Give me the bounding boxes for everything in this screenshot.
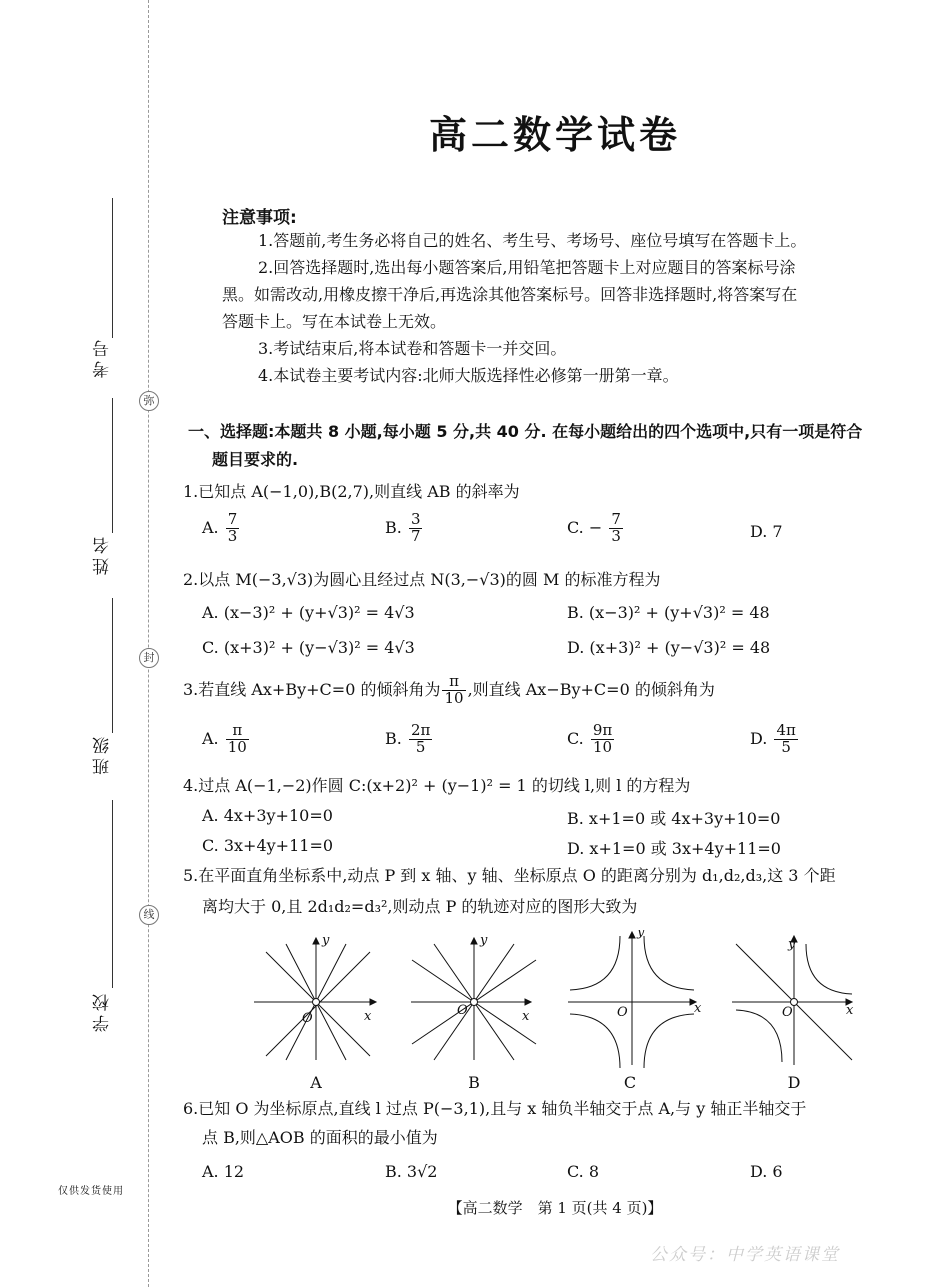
graph-d-curve	[736, 1010, 782, 1062]
q6-option-c: C. 8	[567, 1162, 600, 1181]
q2-option-a: A. (x−3)² + (y+√3)² = 4√3	[202, 603, 415, 622]
graph-a-origin-hole	[313, 999, 320, 1006]
q3-option-a	[202, 723, 251, 756]
q1-a-fraction	[226, 512, 240, 545]
q3-a-label: A.	[202, 728, 219, 748]
q3-stem-fraction	[442, 674, 465, 707]
graph-b-x-label: x	[522, 1009, 530, 1024]
section-heading-line2: 题目要求的.	[212, 450, 299, 469]
label-class: 班级	[93, 733, 113, 775]
graph-d-curve	[806, 944, 852, 994]
graph-c-curve	[570, 936, 620, 990]
seal-feng: 封	[139, 648, 159, 668]
q3-c-fraction	[591, 723, 614, 756]
blank-name	[112, 398, 113, 533]
q3-option-b	[385, 723, 434, 756]
graph-b	[411, 938, 536, 1060]
section-heading	[188, 418, 933, 474]
q3-b-label: B.	[385, 728, 402, 748]
graph-a-y-label: y	[322, 933, 330, 948]
q2-stem: 2.以点 M(−3,√3)为圆心且经过点 N(3,−√3)的圆 M 的标准方程为	[183, 570, 661, 589]
graph-d-x-label: x	[846, 1003, 854, 1018]
denominator: 3	[611, 526, 621, 545]
q3-option-c	[567, 723, 616, 756]
numerator: 2π	[410, 721, 431, 739]
label-name: 姓名	[93, 533, 113, 575]
denominator: 7	[410, 526, 421, 545]
graph-c-caption: C	[623, 1073, 637, 1092]
denominator: 10	[444, 688, 464, 707]
q3-option-d	[750, 723, 800, 756]
graph-a-caption: A	[310, 1073, 322, 1092]
numerator: 7	[611, 510, 621, 528]
seal-xian: 线	[139, 905, 159, 925]
numerator: 3	[410, 510, 421, 528]
notice-item: 答题卡上。写在本试卷上无效。	[222, 312, 447, 331]
q6-stem-line2: 点 B,则△AOB 的面积的最小值为	[202, 1128, 438, 1147]
label-exam-number: 考号	[93, 336, 113, 378]
binding-dashed-line	[148, 0, 149, 1287]
q6-option-d: D. 6	[750, 1162, 783, 1181]
graph-b-origin-label: O	[457, 1003, 468, 1018]
notice-item: 黑。如需改动,用橡皮擦干净后,再选涂其他答案标号。回答非选择题时,将答案写在	[222, 285, 798, 304]
graph-c-y-arrow	[629, 932, 635, 938]
q5-graphs	[246, 930, 886, 1092]
q1-stem: 1.已知点 A(−1,0),B(2,7),则直线 AB 的斜率为	[183, 482, 520, 501]
graph-c	[568, 932, 696, 1068]
q2-option-b: B. (x−3)² + (y+√3)² = 48	[567, 603, 770, 622]
blank-school	[112, 800, 113, 988]
q1-option-c	[567, 512, 625, 545]
q3-d-label: D.	[750, 728, 768, 748]
q4-option-d: D. x+1=0 或 3x+4y+11=0	[567, 839, 781, 858]
q1-option-d: D. 7	[750, 522, 783, 541]
graph-b-y-arrow	[471, 938, 477, 944]
denominator: 10	[593, 737, 613, 756]
page-title: 高二数学试卷	[428, 113, 681, 157]
q3-c-label: C.	[567, 728, 584, 748]
q3-stem-pre: 3.若直线 Ax+By+C=0 的倾斜角为	[183, 679, 441, 699]
q1-c-label: C. −	[567, 517, 603, 537]
q4-option-b: B. x+1=0 或 4x+3y+10=0	[567, 809, 781, 828]
q3-stem	[183, 674, 928, 707]
q2-option-c: C. (x+3)² + (y−√3)² = 4√3	[202, 638, 415, 657]
graph-b-caption: B	[468, 1073, 480, 1092]
graph-a-y-arrow	[313, 938, 319, 944]
watermark: 公众号：中学英语课堂	[650, 1245, 840, 1265]
graph-c-curve	[644, 936, 694, 990]
q6-stem-line1: 6.已知 O 为坐标原点,直线 l 过点 P(−3,1),且与 x 轴负半轴交于点 A,与 y 轴正半轴交于	[183, 1099, 807, 1118]
graph-c-curve	[644, 1014, 694, 1068]
label-school: 学校	[93, 990, 113, 1032]
q4-stem: 4.过点 A(−1,−2)作圆 C:(x+2)² + (y−1)² = 1 的切线 l,则 l 的方程为	[183, 776, 691, 795]
q1-option-a	[202, 512, 241, 545]
numerator: π	[226, 723, 249, 740]
graph-c-origin-label: O	[617, 1005, 628, 1020]
graph-c-y-label: y	[637, 930, 645, 940]
denominator: 3	[227, 526, 238, 545]
denominator: 5	[415, 737, 426, 756]
q1-option-b	[385, 512, 424, 545]
graph-a	[254, 938, 376, 1060]
q3-d-fraction	[774, 723, 797, 756]
graph-c-x-label: x	[694, 1001, 702, 1016]
blank-class	[112, 598, 113, 733]
graph-d-y-label: y	[788, 937, 796, 952]
graph-c-curve	[570, 1014, 620, 1068]
graph-b-origin-hole	[471, 999, 478, 1006]
q3-b-fraction	[409, 723, 432, 756]
q4-option-a: A. 4x+3y+10=0	[202, 806, 333, 825]
q1-c-fraction	[609, 512, 623, 545]
seal-mi: 弥	[139, 391, 159, 411]
graph-a-origin-label: O	[302, 1011, 313, 1026]
q5-stem-line1: 5.在平面直角坐标系中,动点 P 到 x 轴、y 轴、坐标原点 O 的距离分别为 d₁,d₂,d₃,这 3 个距	[183, 866, 836, 885]
graph-d-origin-label: O	[782, 1005, 793, 1020]
q3-a-fraction	[226, 723, 249, 756]
q6-option-b: B. 3√2	[385, 1162, 438, 1181]
notice-item: 1.答题前,考生务必将自己的姓名、考生号、考场号、座位号填写在答题卡上。	[258, 231, 807, 250]
denominator: 10	[227, 737, 247, 756]
q1-b-fraction	[409, 512, 423, 545]
page-footer: 【高二数学 第 1 页(共 4 页)】	[447, 1199, 663, 1217]
graph-a-x-label: x	[364, 1009, 372, 1024]
notice-item: 3.考试结束后,将本试卷和答题卡一并交回。	[258, 339, 567, 358]
numerator: 7	[227, 510, 238, 528]
denominator: 5	[781, 737, 791, 756]
q2-option-d: D. (x+3)² + (y−√3)² = 48	[567, 638, 771, 657]
q1-a-label: A.	[202, 517, 219, 537]
q1-b-label: B.	[385, 517, 402, 537]
graph-d-caption: D	[787, 1073, 801, 1092]
graph-d	[732, 936, 852, 1065]
graph-a-x-arrow	[370, 999, 376, 1005]
q5-stem-line2: 离均大于 0,且 2d₁d₂=d₃²,则动点 P 的轨迹对应的图形大致为	[202, 897, 638, 916]
side-note: 仅供发货使用	[58, 1186, 124, 1197]
blank-exam-number	[112, 198, 113, 338]
section-heading-line1: 一、选择题:本题共 8 小题,每小题 5 分,共 40 分. 在每小题给出的四个选项中,只有一项是符合	[188, 422, 863, 441]
q4-option-c: C. 3x+4y+11=0	[202, 836, 334, 855]
notice-heading: 注意事项:	[222, 208, 297, 228]
q6-option-a: A. 12	[202, 1162, 245, 1181]
numerator: π	[442, 674, 465, 691]
graph-b-x-arrow	[525, 999, 531, 1005]
numerator: 4π	[776, 721, 796, 739]
q3-stem-post: ,则直线 Ax−By+C=0 的倾斜角为	[467, 679, 715, 699]
graph-b-y-label: y	[480, 933, 488, 948]
numerator: 9π	[592, 721, 613, 739]
notice-item: 2.回答选择题时,选出每小题答案后,用铅笔把答题卡上对应题目的答案标号涂	[258, 258, 796, 277]
notice-item: 4.本试卷主要考试内容:北师大版选择性必修第一册第一章。	[258, 366, 679, 385]
